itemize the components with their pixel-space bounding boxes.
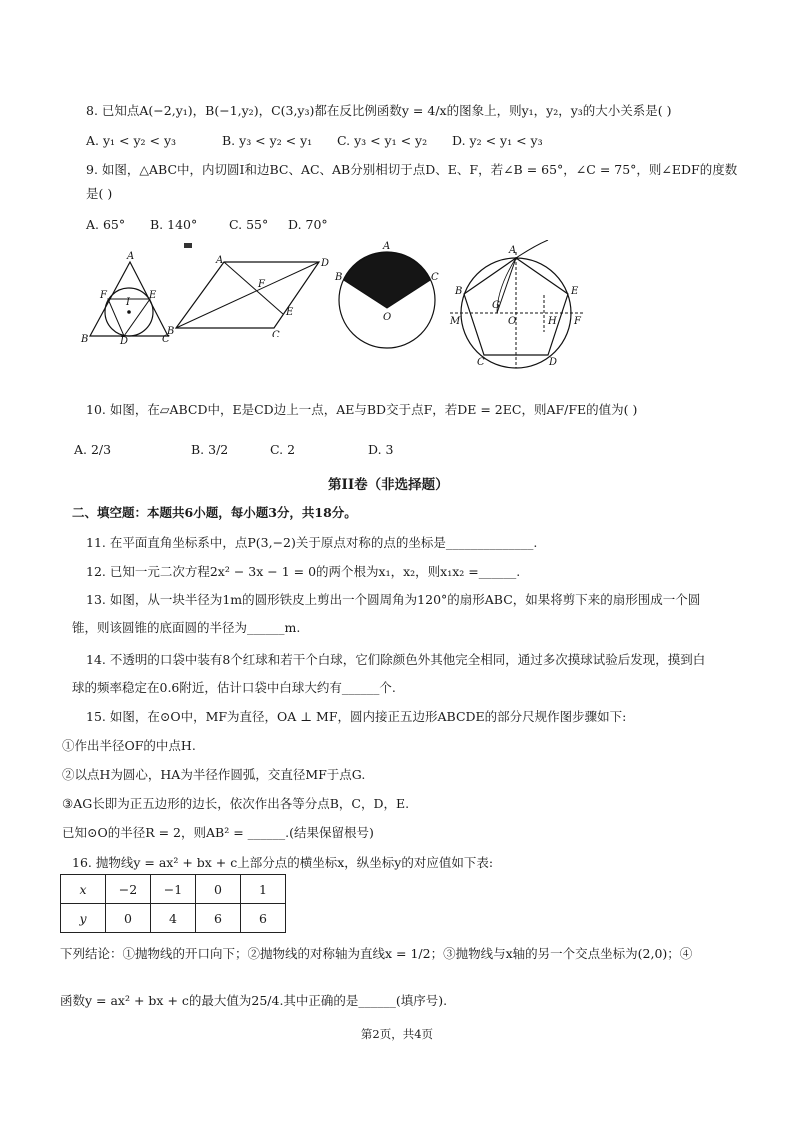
q10-stem: 10. 如图，在▱ABCD中，E是CD边上一点，AE与BD交于点F，若DE = 2EC，则AF/FE的值为( ) xyxy=(86,402,638,417)
q9-stem-line1: 9. 如图，△ABC中，内切圆I和边BC、AC、AB分别相切于点D、E、F，若∠B = 65°，∠C = 75°，则∠EDF的度数 xyxy=(86,162,738,177)
fig4-label-h: H xyxy=(548,316,557,327)
q9-option-d: D. 70° xyxy=(288,217,328,232)
q16-line2: 下列结论：①抛物线的开口向下；②抛物线的对称轴为直线x = 1/2；③抛物线与x轴的另一个交点坐标为(2,0)；④ xyxy=(60,946,693,961)
table-cell: −1 xyxy=(151,875,196,904)
fig1-label-a: A xyxy=(127,251,135,262)
q8-option-c: C. y₃ < y₁ < y₂ xyxy=(337,133,428,148)
fig1-label-f: F xyxy=(100,290,107,301)
q16-value-table xyxy=(60,874,286,933)
q15-line5: 已知⊙O的半径R = 2，则AB² = ______.(结果保留根号) xyxy=(62,825,374,840)
q10-option-c: C. 2 xyxy=(270,442,296,457)
q15-step2: ②以点H为圆心，HA为半径作圆弧，交直径MF于点G. xyxy=(62,767,366,782)
scan-mark xyxy=(184,243,192,248)
q8-option-d: D. y₂ < y₁ < y₃ xyxy=(452,133,543,148)
fig3-label-o: O xyxy=(383,312,392,323)
fig2-label-d: D xyxy=(321,258,330,269)
q10-option-b: B. 3/2 xyxy=(191,442,229,457)
figure-sector xyxy=(333,240,443,355)
table-cell: 6 xyxy=(196,904,241,933)
q8-option-a: A. y₁ < y₂ < y₃ xyxy=(86,133,177,148)
fig4-label-g: G xyxy=(492,300,500,311)
q9-option-a: A. 65° xyxy=(86,217,126,232)
q15-step1: ①作出半径OF的中点H. xyxy=(62,738,196,753)
fig1-label-b: B xyxy=(81,334,89,345)
fig4-label-m: M xyxy=(450,316,461,327)
q13-line2: 锥，则该圆锥的底面圆的半径为______m. xyxy=(72,620,301,635)
section2-title: 第II卷（非选择题） xyxy=(328,477,449,493)
fig2-label-f: F xyxy=(258,279,265,290)
q14-line2: 球的频率稳定在0.6附近，估计口袋中白球大约有______个. xyxy=(72,680,396,695)
q8-stem: 8. 已知点A(−2,y₁)，B(−1,y₂)，C(3,y₃)都在反比例函数y = 4/x的图象上，则y₁，y₂，y₃的大小关系是( ) xyxy=(86,103,672,118)
table-cell: −2 xyxy=(106,875,151,904)
fig4-label-c: C xyxy=(477,357,485,368)
table-cell: 6 xyxy=(241,904,286,933)
fill-in-heading: 二、填空题：本题共6小题，每小题3分，共18分。 xyxy=(72,505,357,520)
fig1-label-c: C xyxy=(162,334,170,345)
fig1-label-d: D xyxy=(120,336,129,345)
fig3-label-c: C xyxy=(431,272,439,283)
figure-incircle-triangle xyxy=(78,250,173,345)
table-row xyxy=(61,875,286,904)
fig4-label-d: D xyxy=(549,357,558,368)
page-footer: 第2页，共4页 xyxy=(360,1027,434,1041)
fig4-label-a: A xyxy=(509,245,517,256)
q9-option-b: B. 140° xyxy=(150,217,198,232)
q16-line1: 16. 抛物线y = ax² + bx + c上部分点的横坐标x，纵坐标y的对应值如下表: xyxy=(72,855,494,870)
q9-stem-line2: 是( ) xyxy=(86,186,113,201)
figure-parallelogram xyxy=(166,252,336,337)
table-cell: 0 xyxy=(106,904,151,933)
q14-line1: 14. 不透明的口袋中装有8个红球和若干个白球，它们除颜色外其他完全相同，通过多次摸球试验后发现，摸到白 xyxy=(86,652,706,667)
fig2-label-e: E xyxy=(286,307,294,318)
table-cell: 1 xyxy=(241,875,286,904)
figure-pentagon-construction xyxy=(442,240,592,370)
table-row xyxy=(61,904,286,933)
fig2-label-a: A xyxy=(216,255,224,266)
q12-text: 12. 已知一元二次方程2x² − 3x − 1 = 0的两个根为x₁，x₂，则x₁x₂ =______. xyxy=(86,564,521,579)
fig1-label-e: E xyxy=(149,290,157,301)
q15-line1: 15. 如图，在⊙O中，MF为直径，OA ⊥ MF，圆内接正五边形ABCDE的部分尺规作图步骤如下: xyxy=(86,709,627,724)
fig4-label-o: O xyxy=(508,316,517,327)
q8-option-b: B. y₃ < y₂ < y₁ xyxy=(222,133,313,148)
q15-step3: ③AG长即为正五边形的边长，依次作出各等分点B，C，D，E. xyxy=(62,796,410,811)
fig4-label-b: B xyxy=(455,286,463,297)
fig2-label-c: C xyxy=(272,330,280,337)
q10-option-a: A. 2/3 xyxy=(74,442,112,457)
table-cell: 0 xyxy=(196,875,241,904)
table-cell: 4 xyxy=(151,904,196,933)
fig4-label-e: E xyxy=(571,286,579,297)
fig2-label-b: B xyxy=(167,326,175,337)
fig3-label-b: B xyxy=(335,272,343,283)
q9-option-c: C. 55° xyxy=(229,217,269,232)
q13-line1: 13. 如图，从一块半径为1m的圆形铁皮上剪出一个圆周角为120°的扇形ABC，如果将剪下来的扇形围成一个圆 xyxy=(86,592,701,607)
fig3-label-a: A xyxy=(383,241,391,252)
q10-option-d: D. 3 xyxy=(368,442,394,457)
q16-line3: 函数y = ax² + bx + c的最大值为25/4.其中正确的是______(填序号). xyxy=(60,993,448,1008)
table-cell: y xyxy=(61,904,106,933)
q11-text: 11. 在平面直角坐标系中，点P(3,−2)关于原点对称的点的坐标是______________. xyxy=(86,535,538,550)
fig4-label-f: F xyxy=(574,316,581,327)
fig1-label-i: I xyxy=(126,297,130,308)
table-cell: x xyxy=(61,875,106,904)
